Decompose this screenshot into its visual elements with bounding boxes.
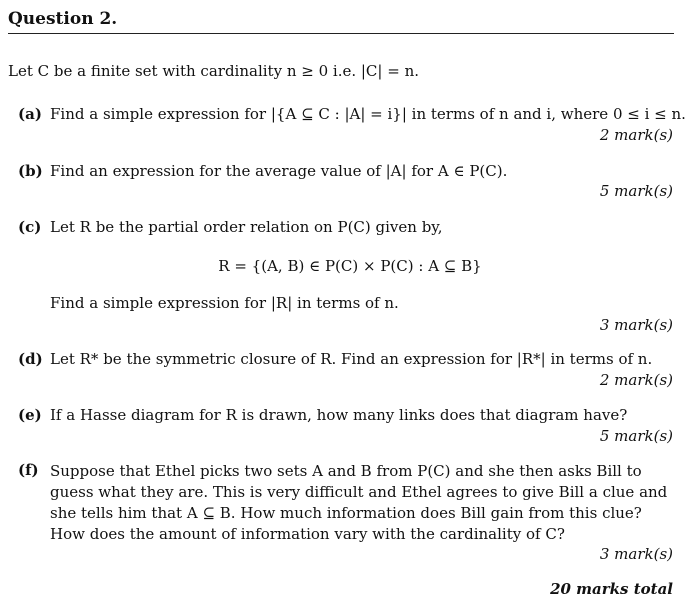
part-a-marks: 2 mark(s) xyxy=(599,126,673,144)
part-e-marks: 5 mark(s) xyxy=(599,427,673,445)
part-e-label: (e) xyxy=(18,406,42,424)
part-b-text: Find an expression for the average value of |A| for A ∈ P(C). xyxy=(50,162,508,180)
part-d-marks: 2 mark(s) xyxy=(599,371,673,389)
part-a-label: (a) xyxy=(18,105,42,123)
part-c-marks: 3 mark(s) xyxy=(599,316,673,334)
question-intro: Let C be a finite set with cardinality n ≥ 0 i.e. |C| = n. xyxy=(8,62,419,80)
part-b-marks: 5 mark(s) xyxy=(599,182,673,200)
part-c-text: Let R be the partial order relation on P(C) given by, xyxy=(50,218,443,236)
part-d-label: (d) xyxy=(18,350,43,368)
part-d-text: Let R* be the symmetric closure of R. Find an expression for |R*| in terms of n. xyxy=(50,350,653,368)
part-f-label: (f) xyxy=(18,461,39,479)
question-title: Question 2. xyxy=(8,9,118,29)
part-e-text: If a Hasse diagram for R is drawn, how many links does that diagram have? xyxy=(50,406,628,424)
part-f-marks: 3 mark(s) xyxy=(599,545,673,563)
part-c-question: Find a simple expression for |R| in terms of n. xyxy=(50,294,399,312)
part-c-formula: R = {(A, B) ∈ P(C) × P(C) : A ⊆ B} xyxy=(218,257,482,275)
marks-total: 20 marks total xyxy=(550,580,673,598)
part-c-label: (c) xyxy=(18,218,42,236)
part-b-label: (b) xyxy=(18,162,43,180)
title-divider xyxy=(8,33,674,34)
part-f-text: Suppose that Ethel picks two sets A and B from P(C) and she then asks Bill to guess what they are. This is very difficult and Ethel agrees to give Bill a clue and she tells him that A ⊆ B. How much information does Bill gain from this clue? How does the amount of information vary with the cardinality of C? xyxy=(50,462,668,543)
part-a-text: Find a simple expression for |{A ⊆ C : |A| = i}| in terms of n and i, where 0 ≤ i ≤ n. xyxy=(50,105,686,123)
